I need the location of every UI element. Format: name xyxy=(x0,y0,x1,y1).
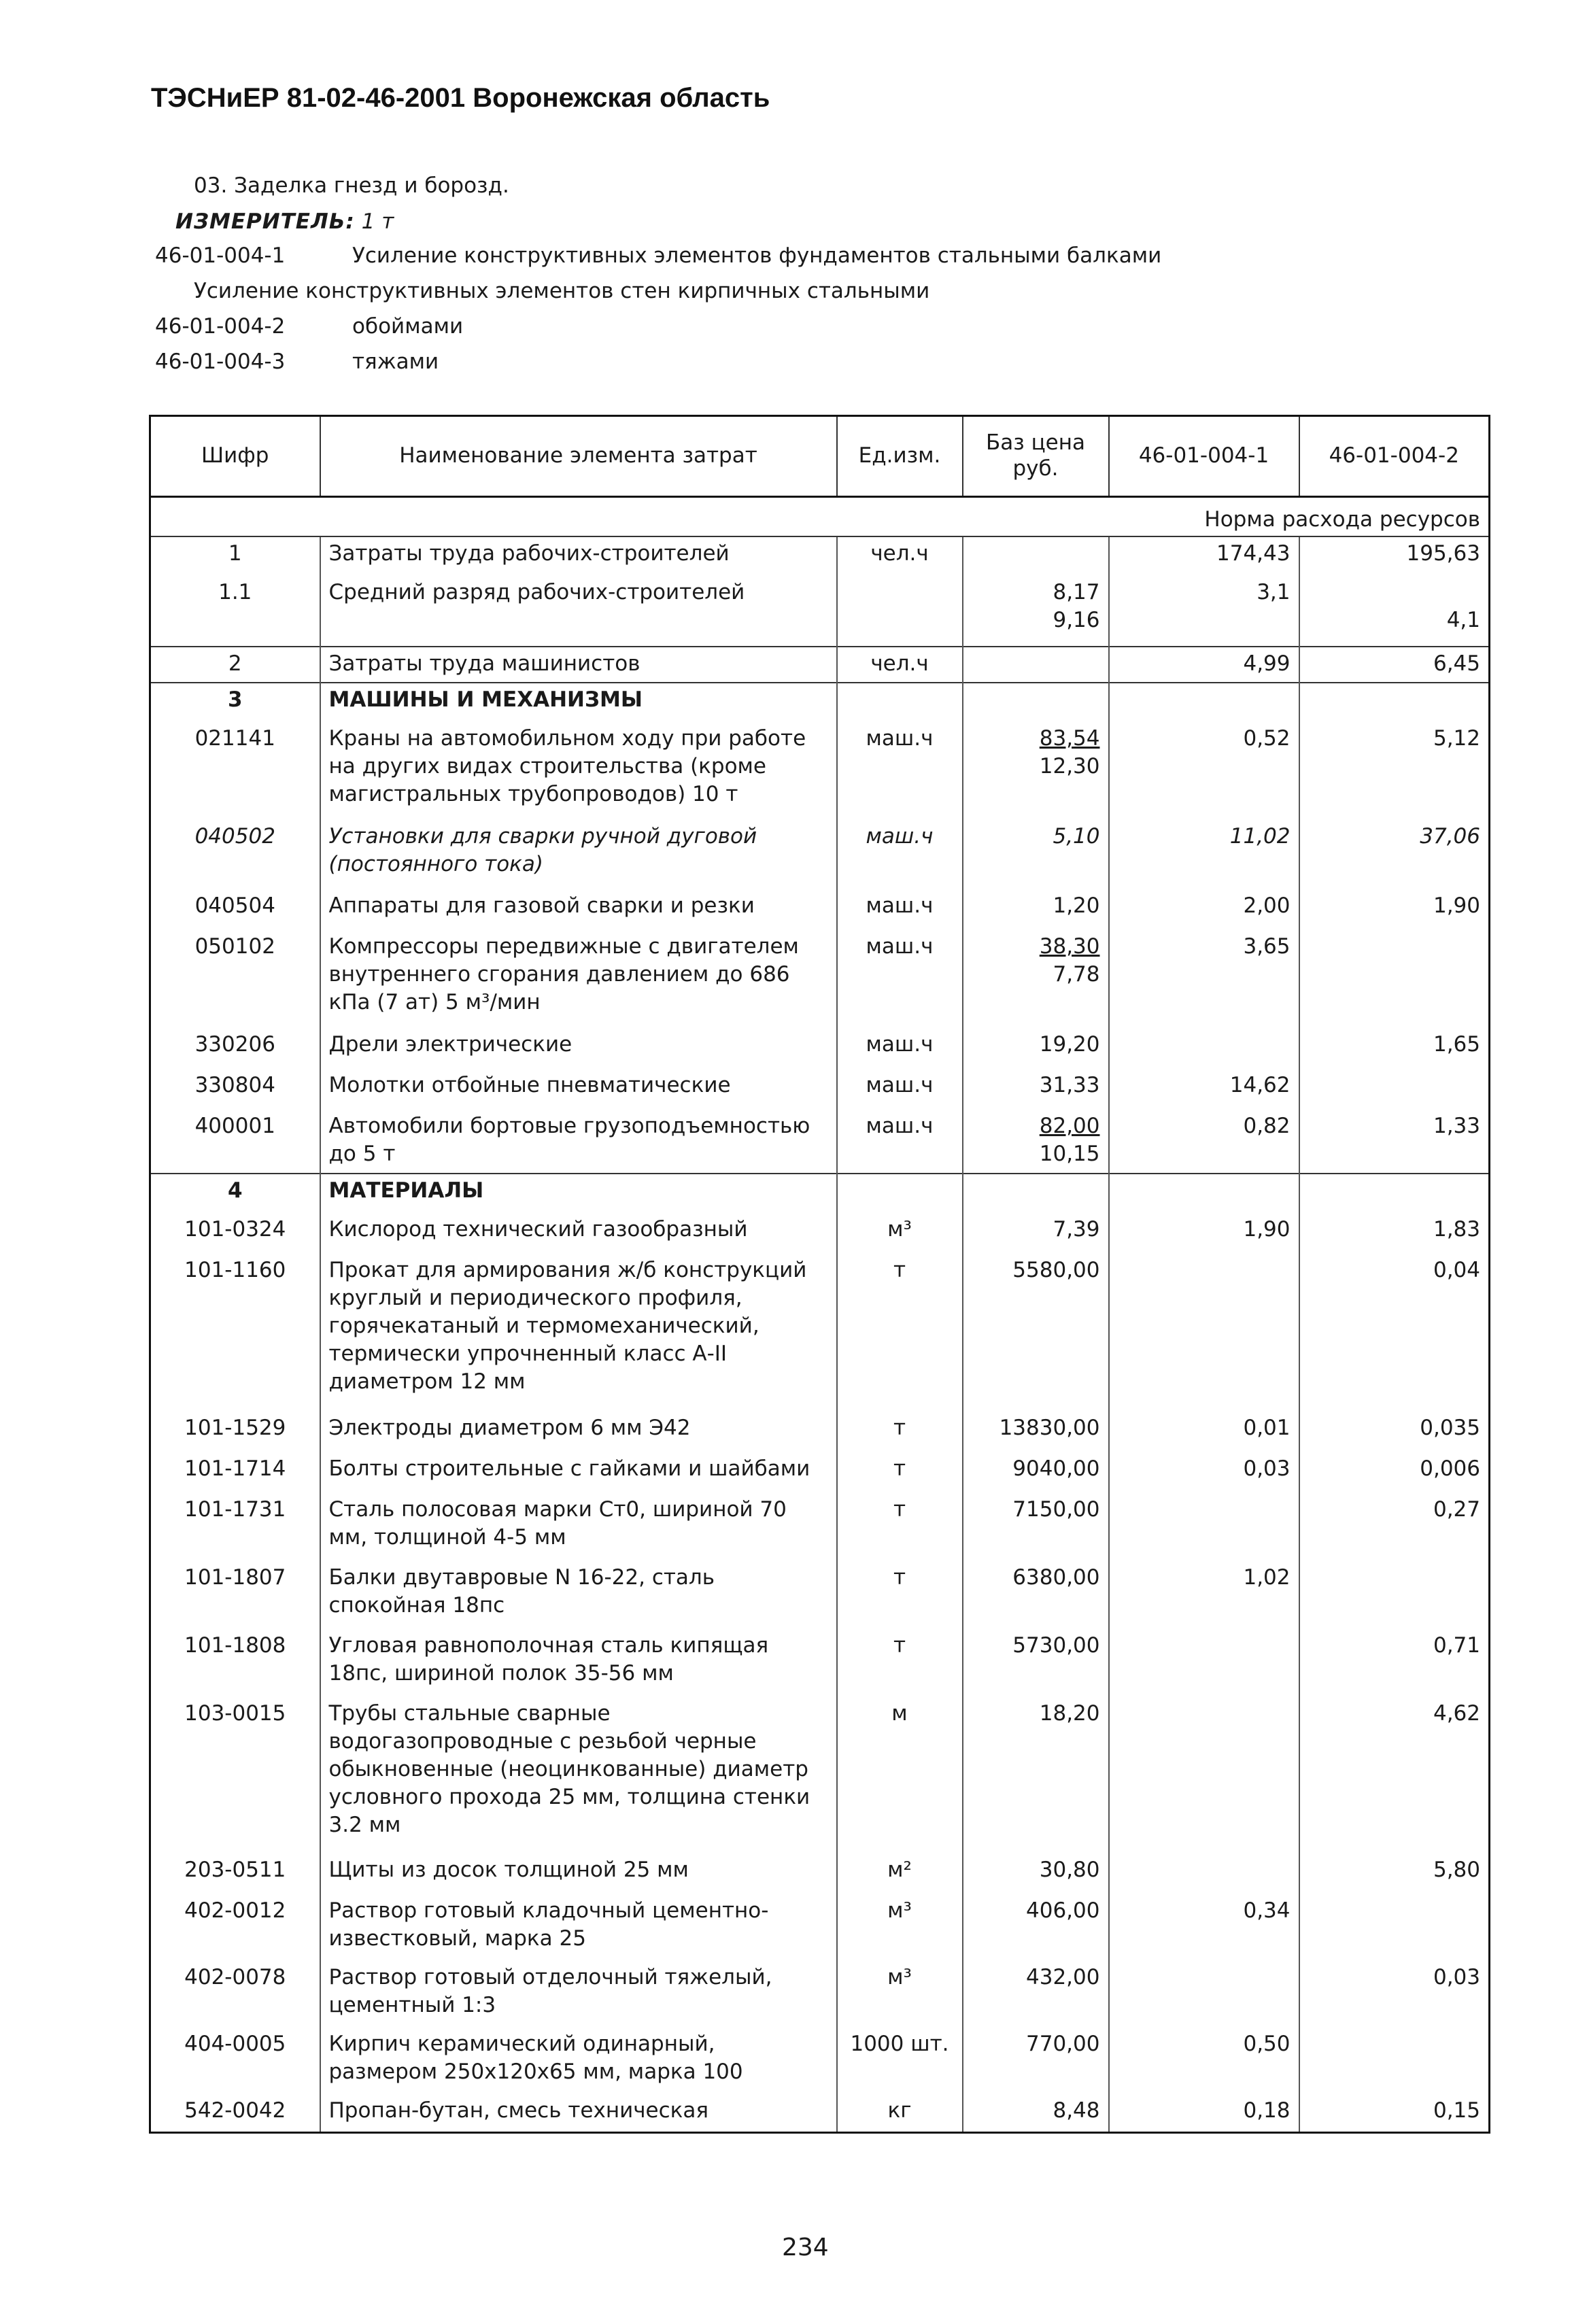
intro-code-3: 46-01-004-2 xyxy=(155,314,286,339)
row-norm-col2: 0,27 xyxy=(1299,1493,1490,1561)
row-code: 404-0005 xyxy=(184,2032,286,2056)
row-price-main: 6380,00 xyxy=(1012,1565,1100,1590)
row-price xyxy=(963,1493,1109,1561)
header-name: Наименование элемента затрат xyxy=(320,416,837,497)
row-unit: чел.ч xyxy=(837,536,963,576)
row-name: Затраты труда рабочих-строителей xyxy=(320,536,837,576)
row-name: Дрели электрические xyxy=(320,1028,837,1069)
intro-item: 03. Заделка гнезд и борозд. xyxy=(194,173,509,198)
row-name: Молотки отбойные пневматические xyxy=(320,1069,837,1110)
row-name: Сталь полосовая марки Ст0, шириной 70 мм, толщиной 4-5 мм xyxy=(320,1493,837,1561)
row-code: 040504 xyxy=(194,893,275,918)
header-unit: Ед.изм. xyxy=(837,416,963,497)
row-unit: м³ xyxy=(837,1961,963,2028)
measure-label: ИЗМЕРИТЕЛЬ: xyxy=(175,209,355,234)
table-row xyxy=(150,2028,1490,2094)
row-code: 101-0324 xyxy=(184,1217,286,1242)
row-code: 402-0012 xyxy=(184,1898,286,1923)
row-price-secondary: 7,78 xyxy=(1053,962,1100,987)
row-code: 330804 xyxy=(194,1073,275,1097)
row-norm-col1: 14,62 xyxy=(1109,1069,1299,1110)
row-name: Автомобили бортовые грузоподъемностью до 5 т xyxy=(320,1110,837,1174)
row-norm-col2: 0,15 xyxy=(1299,2094,1490,2132)
row-price xyxy=(963,1412,1109,1452)
row-price xyxy=(963,1561,1109,1629)
row-name: Раствор готовый отделочный тяжелый, цементный 1:3 xyxy=(320,1961,837,2028)
row-norm-col1: 1,02 xyxy=(1109,1561,1299,1629)
table-row xyxy=(150,1452,1490,1493)
row-unit: т xyxy=(837,1561,963,1629)
row-name: Прокат для армирования ж/б конструкций круглый и периодического профиля, горячекатаный и термомеханический, термически упрочненный класс А-II диаметром 12 мм xyxy=(320,1254,837,1412)
row-price-main: 7,39 xyxy=(1053,1217,1100,1242)
intro-code-1: 46-01-004-1 xyxy=(155,243,286,268)
row-norm-col1: 174,43 xyxy=(1109,536,1299,576)
row-unit: маш.ч xyxy=(837,1110,963,1174)
table-row xyxy=(150,536,1490,576)
row-norm-col1: 0,34 xyxy=(1109,1894,1299,1961)
row-price-main: 18,20 xyxy=(1039,1701,1100,1726)
row-price-main: 31,33 xyxy=(1039,1073,1100,1097)
row-norm-col1: 2,00 xyxy=(1109,889,1299,930)
table-header-row xyxy=(150,416,1490,497)
row-norm-col2: 0,04 xyxy=(1299,1254,1490,1412)
row-price-secondary: 10,15 xyxy=(1039,1142,1100,1166)
row-norm-col2 xyxy=(1299,683,1490,722)
row-price-secondary: 12,30 xyxy=(1039,754,1100,779)
table-row xyxy=(150,1110,1490,1174)
row-price xyxy=(963,1213,1109,1254)
row-price xyxy=(963,1069,1109,1110)
row-norm-col2: 195,63 xyxy=(1299,536,1490,576)
row-name: Щиты из досок толщиной 25 мм xyxy=(320,1853,837,1894)
measure-line xyxy=(175,209,394,234)
row-price xyxy=(963,1961,1109,2028)
row-name: Краны на автомобильном ходу при работе на других видах строительства (кроме магистральных трубопроводов) 10 т xyxy=(320,722,837,820)
row-code: 2 xyxy=(150,647,320,683)
row-name: Угловая равнополочная сталь кипящая 18пс, шириной полок 35-56 мм xyxy=(320,1629,837,1697)
row-unit: м xyxy=(837,1697,963,1853)
row-unit: маш.ч xyxy=(837,1069,963,1110)
row-norm-col1: 0,18 xyxy=(1109,2094,1299,2132)
row-name: МАТЕРИАЛЫ xyxy=(320,1174,837,1213)
row-norm-col1 xyxy=(1109,1174,1299,1213)
row-code: 103-0015 xyxy=(184,1701,286,1726)
table-row xyxy=(150,1028,1490,1069)
row-norm-col2: 0,006 xyxy=(1299,1452,1490,1493)
row-code: 101-1807 xyxy=(184,1565,286,1590)
row-unit: т xyxy=(837,1452,963,1493)
row-code: 402-0078 xyxy=(184,1965,286,1989)
row-unit: т xyxy=(837,1629,963,1697)
norma-label: Норма расхода ресурсов xyxy=(150,497,1490,537)
row-price-main: 770,00 xyxy=(1026,2032,1100,2056)
row-unit: м² xyxy=(837,1853,963,1894)
row-norm-col2: 1,90 xyxy=(1299,889,1490,930)
row-code: 101-1160 xyxy=(184,1258,286,1282)
row-unit: 1000 шт. xyxy=(837,2028,963,2094)
row-price-secondary: 9,16 xyxy=(1053,608,1100,632)
row-norm-col2: 1,83 xyxy=(1299,1213,1490,1254)
row-price xyxy=(963,1853,1109,1894)
row-norm-col2 xyxy=(1299,2028,1490,2094)
header-price: Баз цена руб. xyxy=(963,416,1109,497)
row-unit: маш.ч xyxy=(837,722,963,820)
row-name: Кислород технический газообразный xyxy=(320,1213,837,1254)
row-code: 1.1 xyxy=(218,580,252,604)
row-norm-col2 xyxy=(1299,1174,1490,1213)
row-unit: кг xyxy=(837,2094,963,2132)
row-price xyxy=(963,1028,1109,1069)
intro-text-3: обоймами xyxy=(352,314,464,339)
row-price-main: 1,20 xyxy=(1053,893,1100,918)
row-price xyxy=(963,1894,1109,1961)
row-price xyxy=(963,683,1109,722)
row-price-main: 406,00 xyxy=(1026,1898,1100,1923)
row-name: МАШИНЫ И МЕХАНИЗМЫ xyxy=(320,683,837,722)
row-name: Балки двутавровые N 16-22, сталь спокойная 18пс xyxy=(320,1561,837,1629)
row-norm-col1 xyxy=(1109,1028,1299,1069)
row-norm-col1: 1,90 xyxy=(1109,1213,1299,1254)
row-name: Затраты труда машинистов xyxy=(320,647,837,683)
row-code: 021141 xyxy=(194,726,275,751)
measure-value: 1 т xyxy=(361,209,394,234)
row-price xyxy=(963,930,1109,1028)
table-row xyxy=(150,1853,1490,1894)
table-row xyxy=(150,1894,1490,1961)
table-row xyxy=(150,930,1490,1028)
row-code: 101-1731 xyxy=(184,1497,286,1522)
page-number: 234 xyxy=(782,2234,829,2261)
row-name: Электроды диаметром 6 мм Э42 xyxy=(320,1412,837,1452)
row-code: 3 xyxy=(150,683,320,722)
row-norm-col2: 1,65 xyxy=(1299,1028,1490,1069)
intro-line-3 xyxy=(155,314,463,339)
row-unit: маш.ч xyxy=(837,889,963,930)
row-name: Трубы стальные сварные водогазопроводные с резьбой черные обыкновенные (неоцинкованные) диаметр условного прохода 25 мм, толщина стенки 3.2 мм xyxy=(320,1697,837,1853)
table-row xyxy=(150,1069,1490,1110)
row-norm-col1 xyxy=(1109,1629,1299,1697)
row-price-main: 30,80 xyxy=(1039,1858,1100,1882)
row-name: Средний разряд рабочих-строителей xyxy=(320,576,837,647)
header-code: Шифр xyxy=(150,416,320,497)
row-unit xyxy=(837,683,963,722)
row-norm-col1 xyxy=(1109,1493,1299,1561)
row-norm-col2: 4,1 xyxy=(1299,576,1490,647)
row-unit: т xyxy=(837,1493,963,1561)
row-norm-col1: 0,52 xyxy=(1109,722,1299,820)
row-norm-col1: 0,82 xyxy=(1109,1110,1299,1174)
table-row xyxy=(150,1961,1490,2028)
norma-row xyxy=(150,497,1490,537)
row-code: 542-0042 xyxy=(184,2098,286,2123)
table-row xyxy=(150,1213,1490,1254)
row-price-main: 9040,00 xyxy=(1012,1456,1100,1481)
row-unit: маш.ч xyxy=(837,930,963,1028)
row-unit: т xyxy=(837,1412,963,1452)
row-norm-col1: 0,03 xyxy=(1109,1452,1299,1493)
row-unit: т xyxy=(837,1254,963,1412)
table-row xyxy=(150,889,1490,930)
row-name: Компрессоры передвижные с двигателем внутреннего сгорания давлением до 686 кПа (7 ат) 5 м³/мин xyxy=(320,930,837,1028)
row-norm-col1 xyxy=(1109,1697,1299,1853)
row-unit: маш.ч xyxy=(837,820,963,889)
row-norm-col1: 11,02 xyxy=(1109,820,1299,889)
row-code: 050102 xyxy=(194,934,275,959)
header-col1: 46-01-004-1 xyxy=(1109,416,1299,497)
row-name: Пропан-бутан, смесь техническая xyxy=(320,2094,837,2132)
row-norm-col1 xyxy=(1109,1961,1299,2028)
row-code: 330206 xyxy=(194,1032,275,1057)
table-row xyxy=(150,1629,1490,1697)
row-price xyxy=(963,1110,1109,1174)
row-code: 400001 xyxy=(194,1114,275,1138)
row-price xyxy=(963,820,1109,889)
table-row xyxy=(150,1254,1490,1412)
row-name: Аппараты для газовой сварки и резки xyxy=(320,889,837,930)
row-unit: маш.ч xyxy=(837,1028,963,1069)
intro-code-4: 46-01-004-3 xyxy=(155,349,286,374)
row-name: Болты строительные с гайками и шайбами xyxy=(320,1452,837,1493)
table-row xyxy=(150,1697,1490,1853)
row-code: 1 xyxy=(228,541,242,566)
row-price-main: 5580,00 xyxy=(1012,1258,1100,1282)
table-row xyxy=(150,647,1490,683)
row-norm-col2: 5,80 xyxy=(1299,1853,1490,1894)
row-price-main: 5,10 xyxy=(1053,824,1100,849)
row-norm-col1: 4,99 xyxy=(1109,647,1299,683)
row-price-main: 82,00 xyxy=(1039,1114,1100,1138)
row-norm-col1: 0,01 xyxy=(1109,1412,1299,1452)
row-price-main: 13830,00 xyxy=(999,1416,1100,1440)
row-price xyxy=(963,1452,1109,1493)
row-price xyxy=(963,576,1109,647)
row-code: 101-1714 xyxy=(184,1456,286,1481)
row-price-main: 8,48 xyxy=(1053,2098,1100,2123)
row-norm-col1 xyxy=(1109,683,1299,722)
row-norm-col2: 0,035 xyxy=(1299,1412,1490,1452)
row-price xyxy=(963,647,1109,683)
row-price-main: 432,00 xyxy=(1026,1965,1100,1989)
row-price-main: 19,20 xyxy=(1039,1032,1100,1057)
resource-table xyxy=(149,415,1490,2134)
table-row xyxy=(150,1412,1490,1452)
table-row xyxy=(150,1174,1490,1213)
row-norm-col2 xyxy=(1299,930,1490,1028)
row-norm-col2: 0,71 xyxy=(1299,1629,1490,1697)
row-price-main: 83,54 xyxy=(1039,726,1100,751)
row-norm-col2 xyxy=(1299,1561,1490,1629)
table-row xyxy=(150,820,1490,889)
row-norm-col2: 0,03 xyxy=(1299,1961,1490,2028)
intro-text-4: тяжами xyxy=(352,349,439,374)
row-norm-col2: 4,62 xyxy=(1299,1697,1490,1853)
row-price xyxy=(963,889,1109,930)
row-code: 203-0511 xyxy=(184,1858,286,1882)
row-price-main: 8,17 xyxy=(1053,580,1100,604)
row-norm-col2: 1,33 xyxy=(1299,1110,1490,1174)
row-unit xyxy=(837,1174,963,1213)
table-row xyxy=(150,1493,1490,1561)
header-col2: 46-01-004-2 xyxy=(1299,416,1490,497)
row-code: 101-1529 xyxy=(184,1416,286,1440)
row-price xyxy=(963,536,1109,576)
row-price xyxy=(963,1254,1109,1412)
document-title: ТЭСНиЕР 81-02-46-2001 Воронежская область xyxy=(151,83,770,113)
row-name: Раствор готовый кладочный цементно-известковый, марка 25 xyxy=(320,1894,837,1961)
row-unit: м³ xyxy=(837,1213,963,1254)
row-norm-col1: 3,1 xyxy=(1109,576,1299,647)
row-norm-col1 xyxy=(1109,1254,1299,1412)
table-row xyxy=(150,576,1490,647)
row-name: Кирпич керамический одинарный, размером 250х120х65 мм, марка 100 xyxy=(320,2028,837,2094)
row-norm-col2: 37,06 xyxy=(1299,820,1490,889)
row-price-main: 5730,00 xyxy=(1012,1633,1100,1658)
row-price-main: 38,30 xyxy=(1039,934,1100,959)
row-unit xyxy=(837,576,963,647)
row-code: 4 xyxy=(150,1174,320,1213)
row-norm-col1 xyxy=(1109,1853,1299,1894)
table-row xyxy=(150,722,1490,820)
row-norm-col2: 5,12 xyxy=(1299,722,1490,820)
row-price xyxy=(963,1629,1109,1697)
intro-line-2: Усиление конструктивных элементов стен кирпичных стальными xyxy=(194,279,930,303)
table-row xyxy=(150,683,1490,722)
row-norm-col2 xyxy=(1299,1894,1490,1961)
row-price xyxy=(963,1697,1109,1853)
row-norm-col2 xyxy=(1299,1069,1490,1110)
row-name: Установки для сварки ручной дуговой (постоянного тока) xyxy=(320,820,837,889)
intro-line-1 xyxy=(155,243,1161,268)
intro-text-1: Усиление конструктивных элементов фундаментов стальными балками xyxy=(352,243,1162,268)
row-price xyxy=(963,2028,1109,2094)
table-row xyxy=(150,1561,1490,1629)
row-unit: м³ xyxy=(837,1894,963,1961)
row-unit: чел.ч xyxy=(837,647,963,683)
row-norm-col1: 3,65 xyxy=(1109,930,1299,1028)
intro-line-4 xyxy=(155,349,439,374)
row-code: 101-1808 xyxy=(184,1633,286,1658)
row-price xyxy=(963,1174,1109,1213)
row-code: 040502 xyxy=(194,824,275,849)
row-price xyxy=(963,722,1109,820)
row-norm-col2: 6,45 xyxy=(1299,647,1490,683)
row-norm-col1: 0,50 xyxy=(1109,2028,1299,2094)
row-price xyxy=(963,2094,1109,2132)
row-price-main: 7150,00 xyxy=(1012,1497,1100,1522)
table-row xyxy=(150,2094,1490,2132)
